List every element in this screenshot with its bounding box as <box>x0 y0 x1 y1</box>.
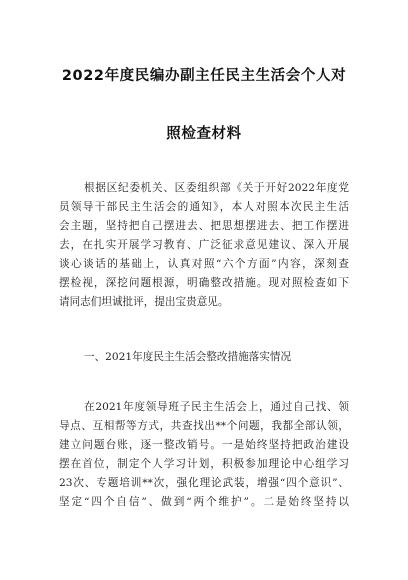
document-title-line-1: 2022年度民编办副主任民主生活会个人对 <box>61 68 347 84</box>
intro-paragraph-line: 请同志们坦诚批评，提出宝贵意见。 <box>59 296 229 308</box>
intro-paragraph-line: 会主题，坚持把自己摆进去、把思想摆进去、把工作摆进 <box>59 220 349 232</box>
section-paragraph-line: 23次、专题培训**次，强化理论武装，增强“四个意识”、 <box>59 477 349 489</box>
section-paragraph-line: 坚定“四个自信”、做到“两个维护”。二是始终坚持以 <box>59 496 349 508</box>
section-paragraph-line: 摆在首位，制定个人学习计划，积极参加理论中心组学习 <box>59 458 349 470</box>
section-paragraph-line: 建立问题台账，逐一整改销号。一是始终坚持把政治建设 <box>59 439 349 451</box>
intro-paragraph-line: 谈心谈话的基础上，认真对照“六个方面”内容，深刻查 <box>59 258 349 270</box>
document-title-line-2: 照检查材料 <box>166 126 242 142</box>
section-heading: 一、2021年度民主生活会整改措施落实情况 <box>84 351 292 363</box>
section-paragraph-line: 在2021年度领导班子民主生活会上，通过自己找、领 <box>84 401 349 413</box>
section-paragraph-line: 导点、互相帮等方式，共查找出**个问题，我都全部认领， <box>59 420 349 432</box>
intro-paragraph-line: 根据区纪委机关、区委组织部《关于开好2022年度党 <box>84 182 349 194</box>
intro-paragraph-line: 摆检视，深挖问题根源，明确整改措施。现对照检查如下 <box>59 277 349 289</box>
intro-paragraph-line: 去，在扎实开展学习教育、广泛征求意见建议、深入开展 <box>59 239 349 251</box>
intro-paragraph-line: 员领导干部民主生活会的通知》，本人对照本次民主生活 <box>59 201 349 213</box>
